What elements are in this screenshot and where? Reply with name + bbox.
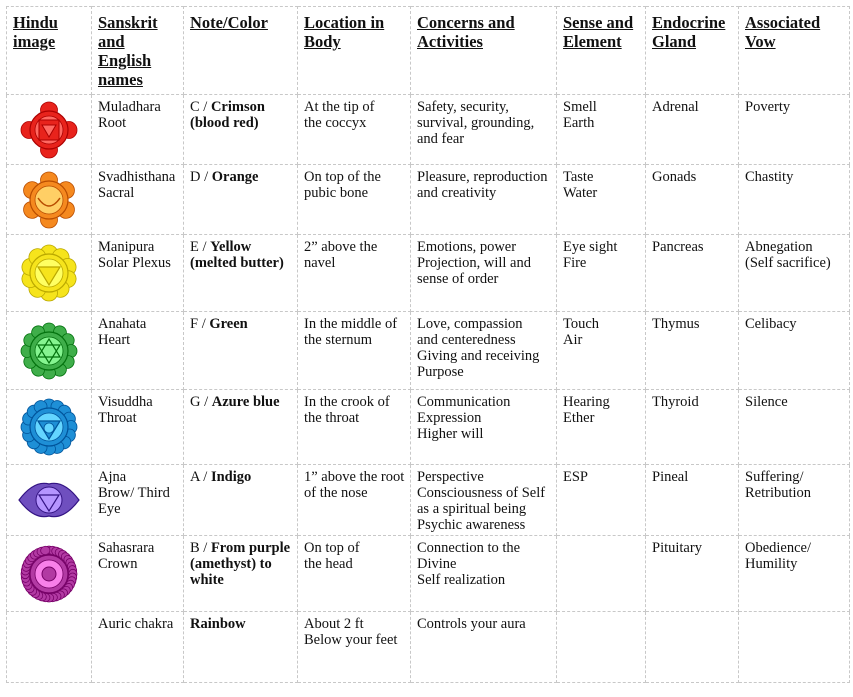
location-cell [298,536,411,612]
location-cell [298,235,411,312]
concerns-line: and centeredness [417,332,516,348]
vow-cell [739,390,850,465]
concerns-cell [411,312,557,390]
sense-line: ESP [563,469,588,485]
concerns-line: Higher will [417,426,484,442]
name-line: Visuddha [98,394,153,410]
vow-cell [739,465,850,536]
name-line: Root [98,115,127,131]
concerns-line: Psychic awareness [417,517,526,533]
sense-line: Earth [563,115,595,131]
name-line: Throat [98,410,137,426]
concerns-line: Self realization [417,572,506,588]
location-line: 2” above the [304,239,378,255]
concerns-line: Pleasure, reproduction [417,169,548,185]
concerns-cell [411,390,557,465]
gland-cell [646,612,739,683]
sense-line: Hearing [563,394,610,410]
table-row [7,95,850,165]
name-line: Crown [98,556,138,572]
concerns-line: Perspective [417,469,484,485]
sense-line: Smell [563,99,597,115]
gland-cell: Gonads [646,165,739,235]
sense-line: Fire [563,255,587,271]
header-note: Note/Color [184,7,298,95]
location-line: On top of the [304,169,381,185]
vow-line: Obedience/ [745,540,812,556]
concerns-line: Giving and receiving [417,348,540,364]
location-line: About 2 ft [304,616,364,632]
sense-line: Air [563,332,583,348]
names-cell [92,312,184,390]
sense-element-cell [557,312,646,390]
sense-line: Taste [563,169,594,185]
header-gland: Endocrine Gland [646,7,739,95]
concerns-line: Projection, will and [417,255,531,271]
ajna-third-eye-chakra-icon [18,471,80,529]
location-line: the coccyx [304,115,367,131]
vow-cell [739,165,850,235]
concerns-cell [411,165,557,235]
sense-element-cell [557,465,646,536]
vow-line: Abnegation [745,239,813,255]
note-color-cell: F / Green [184,312,298,390]
concerns-line: Controls your aura [417,616,526,632]
note-color-cell: B / From purple (amethyst) to white [184,536,298,612]
sense-line: Touch [563,316,600,332]
image-cell [7,390,92,465]
location-line: Below your feet [304,632,398,648]
header-names: Sanskrit and English names [92,7,184,95]
sense-line: Ether [563,410,595,426]
concerns-line: Purpose [417,364,464,380]
header-image: Hindu image [7,7,92,95]
name-line: Manipura [98,239,155,255]
vow-line: Celibacy [745,316,797,332]
image-cell [7,95,92,165]
gland-cell: Pineal [646,465,739,536]
image-cell [7,612,92,683]
color-name: Rainbow [190,616,246,632]
concerns-line: Connection to the [417,540,521,556]
concerns-line: as a spiritual being [417,501,527,517]
note-color-cell: D / Orange [184,165,298,235]
gland-cell: Thyroid [646,390,739,465]
name-line: Brow/ Third Eye [98,485,170,517]
sense-element-cell [557,165,646,235]
location-cell [298,165,411,235]
gland-cell: Adrenal [646,95,739,165]
concerns-cell [411,235,557,312]
names-cell [92,465,184,536]
concerns-line: Emotions, power [417,239,517,255]
location-cell [298,612,411,683]
vow-line: Retribution [745,485,812,501]
chakra-table [6,6,850,683]
concerns-line: Love, compassion [417,316,523,332]
location-cell [298,390,411,465]
vow-cell [739,612,850,683]
concerns-line: Expression [417,410,482,426]
sense-element-cell [557,95,646,165]
location-cell [298,465,411,536]
location-line: of the nose [304,485,368,501]
color-name: Yellow (melted butter) [190,239,284,271]
note-color-cell: G / Azure blue [184,390,298,465]
names-cell [92,536,184,612]
note-color-cell: A / Indigo [184,465,298,536]
table-row [7,165,850,235]
sahasrara-crown-chakra-icon [18,545,80,603]
names-cell [92,165,184,235]
table-row [7,536,850,612]
concerns-line: Consciousness of Self [417,485,546,501]
location-line: the sternum [304,332,373,348]
location-cell [298,312,411,390]
gland-cell: Pituitary [646,536,739,612]
location-line: pubic bone [304,185,369,201]
vow-line: Suffering/ [745,469,804,485]
location-line: In the middle of [304,316,398,332]
name-line: Sacral [98,185,135,201]
table-row [7,465,850,536]
image-cell [7,536,92,612]
sense-element-cell [557,612,646,683]
note-color-cell: E / Yellow (melted butter) [184,235,298,312]
note-color-cell: C / Crimson (blood red) [184,95,298,165]
muladhara-root-chakra-icon [18,101,80,159]
gland-cell: Thymus [646,312,739,390]
name-line: Anahata [98,316,147,332]
note-color-cell [184,612,298,683]
sense-element-cell [557,390,646,465]
table-row [7,612,850,683]
color-name: Crimson (blood red) [190,99,265,131]
header-sense: Sense and Element [557,7,646,95]
names-cell [92,95,184,165]
names-cell [92,235,184,312]
location-line: the head [304,556,353,572]
table-row [7,312,850,390]
sense-element-cell [557,536,646,612]
sense-line: Eye sight [563,239,618,255]
name-line: Ajna [98,469,127,485]
location-line: the throat [304,410,360,426]
concerns-cell [411,465,557,536]
header-concerns: Concerns and Activities [411,7,557,95]
name-line: Auric chakra [98,616,174,632]
vow-line: Humility [745,556,798,572]
image-cell [7,165,92,235]
name-line: Muladhara [98,99,161,115]
color-name: Indigo [210,469,252,485]
location-line: On top of [304,540,360,556]
sense-element-cell [557,235,646,312]
color-name: Azure blue [211,394,280,410]
name-line: Sahasrara [98,540,155,556]
svadhisthana-sacral-chakra-icon [18,171,80,229]
vow-cell [739,312,850,390]
color-name: Orange [211,169,259,185]
vow-line: Poverty [745,99,791,115]
concerns-cell [411,612,557,683]
concerns-line: survival, grounding, [417,115,535,131]
name-line: Svadhisthana [98,169,176,185]
anahata-heart-chakra-icon [18,322,80,380]
location-line: 1” above the root [304,469,405,485]
table-row [7,390,850,465]
names-cell [92,390,184,465]
vow-cell [739,536,850,612]
image-cell [7,235,92,312]
name-line: Solar Plexus [98,255,171,271]
header-row [7,7,850,95]
name-line: Heart [98,332,131,348]
concerns-cell [411,536,557,612]
concerns-line: Safety, security, [417,99,509,115]
image-cell [7,465,92,536]
location-cell [298,95,411,165]
header-vow: Associated Vow [739,7,850,95]
vow-line: Silence [745,394,788,410]
vow-line: (Self sacrifice) [745,255,831,271]
location-line: At the tip of [304,99,375,115]
concerns-line: and creativity [417,185,497,201]
names-cell [92,612,184,683]
gland-cell: Pancreas [646,235,739,312]
location-line: navel [304,255,336,271]
sense-line: Water [563,185,598,201]
table-row [7,235,850,312]
visuddha-throat-chakra-icon [18,398,80,456]
concerns-cell [411,95,557,165]
concerns-line: Communication [417,394,511,410]
color-name: Green [209,316,248,332]
location-line: In the crook of [304,394,390,410]
concerns-line: sense of order [417,271,499,287]
concerns-line: and fear [417,131,465,147]
vow-cell [739,235,850,312]
manipura-solar-plexus-chakra-icon [18,244,80,302]
vow-cell [739,95,850,165]
concerns-line: Divine [417,556,457,572]
vow-line: Chastity [745,169,794,185]
color-name: From purple (amethyst) to white [190,540,291,588]
header-location: Location in Body [298,7,411,95]
image-cell [7,312,92,390]
